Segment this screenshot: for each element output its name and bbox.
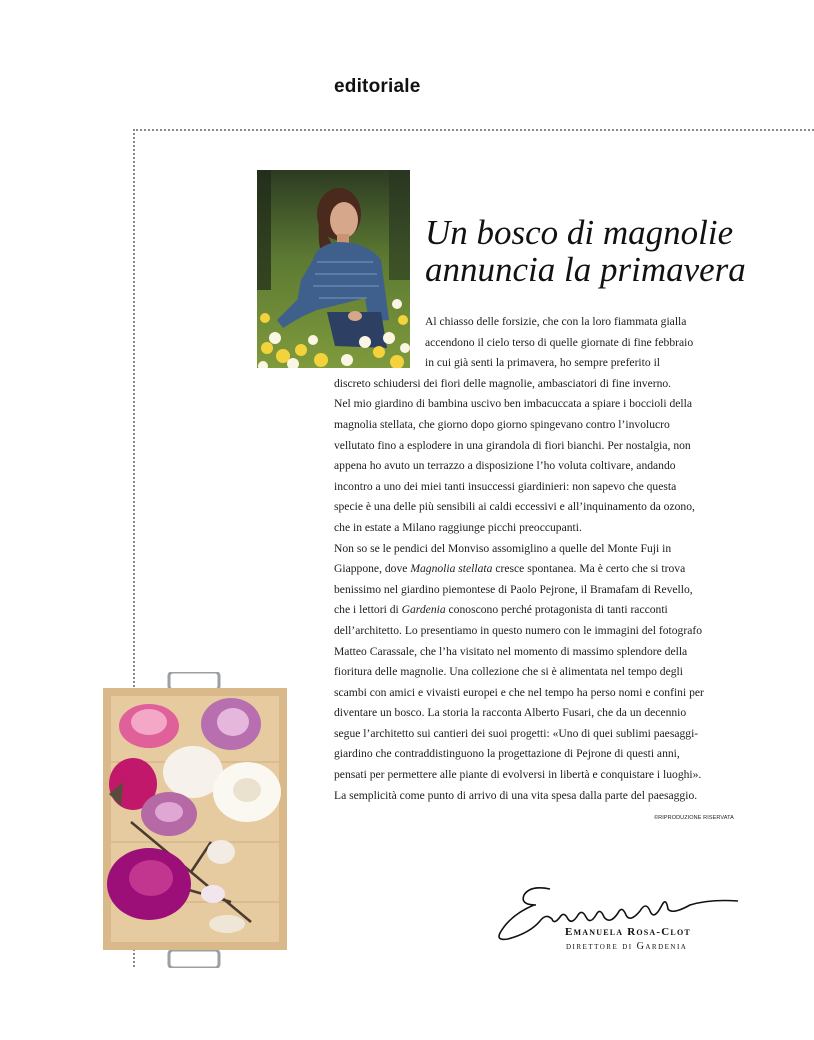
article-span: pensati per permettere alle piante di evolversi in libertà e conquistare i luoghi». [334,768,702,782]
article-span: Non so se le pendici del Monviso assomiglino a quelle del Monte Fuji in [334,541,672,555]
article-span: accendono il cielo terso di quelle giornate di fine febbraio [425,335,694,349]
section-label: editoriale [334,76,421,97]
article-span: La semplicità come punto di arrivo di una vita spesa dalla parte del paesaggio. [334,788,698,802]
article-span: benissimo nel giardino piemontese di Paolo Pejrone, il Bramafam di Revello, [334,582,693,596]
article-span: incontro a uno dei miei tanti insuccessi giardinieri: non sapevo che questa [334,479,677,493]
article-span: Matteo Carassale, che l’ha visitato nel momento di massimo splendore della [334,644,688,658]
article-line [334,724,746,745]
article-line [334,621,746,642]
article-span: cresce spontanea. Ma è certo che si trova [492,562,686,576]
article-span: dell’architetto. Lo presentiamo in questo numero con le immagini del fotografo [334,623,702,637]
headline [425,214,805,288]
author-role: direttore di Gardenia [566,941,688,952]
article-line [334,374,746,395]
article-span: conoscono perché protagonista di tanti racconti [445,603,668,617]
article-line [334,600,746,621]
article-line [334,683,746,704]
article-span: che i lettori di [334,603,402,617]
article-line [334,353,746,374]
headline-line-2: annuncia la primavera [425,250,746,289]
article-line [334,436,746,457]
article-line [334,786,746,807]
magnolia-crate-photo [101,672,289,968]
article-line [334,477,746,498]
article-span: scambi con amici e vivaisti europei e che nel tempo ha perso nomi e confini per [334,685,704,699]
article-span: Al chiasso delle forsizie, che con la loro fiammata gialla [425,315,687,328]
dotted-rule-horizontal [133,129,814,131]
article-italic-span: Gardenia [401,603,446,617]
article-line [334,394,746,415]
article-body [334,312,746,806]
article-line [334,539,746,560]
article-span: fioritura delle magnolie. Una collezione che si è alimentata nel tempo degli [334,665,683,679]
article-line [334,518,746,539]
article-span: specie è una delle più sensibili ai caldi eccessivi e all’inquinamento da ozono, [334,500,695,514]
article-span: giardino che contraddistinguono la progettazione di Pejrone di questi anni, [334,747,680,761]
article-italic-span: Magnolia stellata [410,562,493,576]
article-span: Giappone, dove [334,562,411,576]
article-line [334,662,746,683]
copyright-notice: ©RIPRODUZIONE RISERVATA [654,815,734,821]
headline-line-1: Un bosco di magnolie [425,213,734,252]
article-span: segue l’architetto sui cantieri dei suoi progetti: «Uno di quei sublimi paesaggi- [334,726,699,740]
article-line [334,333,746,354]
article-line [334,559,746,580]
article-span: discreto schiudersi dei fiori delle magnolie, ambasciatori di fine inverno. [334,376,672,390]
article-line [334,703,746,724]
article-span: Nel mio giardino di bambina uscivo ben imbacuccata a spiare i boccioli della [334,397,692,411]
article-line [334,744,746,765]
article-line [334,765,746,786]
author-name: Emanuela Rosa-Clot [565,926,691,938]
article-line [334,456,746,477]
article-span: magnolia stellata, che giorno dopo giorno spingevano contro l’involucro [334,417,670,431]
article-span: vellutato fino a esplodere in una girandola di fiori bianchi. Per nostalgia, non [334,438,691,452]
article-span: che in estate a Milano raggiunge picchi preoccupanti. [334,520,582,534]
signature-text: Emanuela [490,875,494,876]
article-line [334,580,746,601]
article-line [334,642,746,663]
article-span: appena ho avuto un terrazzo a disposizione l’ho voluta coltivare, andando [334,459,676,473]
article-line [334,312,746,333]
article-line [334,497,746,518]
article-line [334,415,746,436]
article-span: in cui già senti la primavera, ho sempre preferito il [425,356,661,370]
article-span: diventare un bosco. La storia la racconta Alberto Fusari, che da un decennio [334,706,687,720]
